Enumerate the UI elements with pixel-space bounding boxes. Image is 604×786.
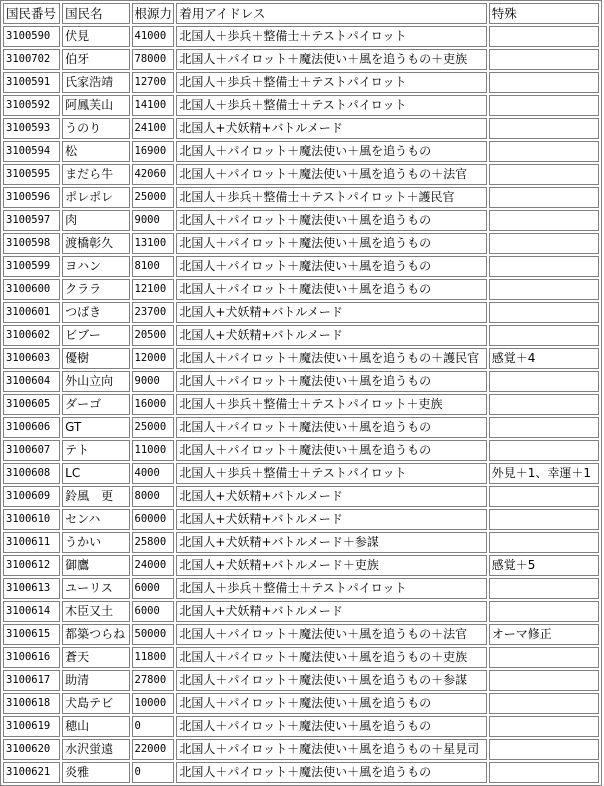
table-row	[3, 256, 599, 277]
table-row	[3, 95, 599, 116]
citizen-number-cell: 3100597	[3, 210, 60, 231]
citizen-name-cell: テト	[62, 440, 129, 461]
citizen-number-cell: 3100620	[3, 739, 60, 760]
table-row	[3, 26, 599, 47]
worn-idress-cell: 北国人＋パイロット＋魔法使い＋風を追うもの	[176, 440, 486, 461]
citizen-name-cell: ポレポレ	[62, 187, 129, 208]
table-row	[3, 417, 599, 438]
table-row	[3, 49, 599, 70]
special-cell	[489, 739, 599, 760]
special-cell	[489, 647, 599, 668]
root-power-cell: 23700	[132, 302, 175, 323]
root-power-cell: 60000	[132, 509, 175, 530]
worn-idress-cell: 北国人+犬妖精+バトルメード＋参謀	[176, 532, 486, 553]
root-power-cell: 14100	[132, 95, 175, 116]
special-cell	[489, 256, 599, 277]
root-power-cell: 8000	[132, 486, 175, 507]
special-cell: 外見＋1、幸運＋1	[489, 463, 599, 484]
root-power-cell: 24100	[132, 118, 175, 139]
table-row	[3, 394, 599, 415]
worn-idress-cell: 北国人＋歩兵＋整備士＋テストパイロット	[176, 463, 486, 484]
citizen-name-cell: 伏見	[62, 26, 129, 47]
special-cell	[489, 95, 599, 116]
citizen-name-cell: 水沢蛍遠	[62, 739, 129, 760]
root-power-cell: 6000	[132, 578, 175, 599]
root-power-cell: 10000	[132, 693, 175, 714]
table-row	[3, 348, 599, 369]
worn-idress-cell: 北国人＋歩兵＋整備士＋テストパイロット	[176, 95, 486, 116]
special-cell	[489, 72, 599, 93]
citizen-number-cell: 3100605	[3, 394, 60, 415]
root-power-cell: 12700	[132, 72, 175, 93]
citizen-number-cell: 3100601	[3, 302, 60, 323]
citizen-number-cell: 3100592	[3, 95, 60, 116]
worn-idress-cell: 北国人＋パイロット＋魔法使い＋風を追うもの	[176, 417, 486, 438]
root-power-cell: 24000	[132, 555, 175, 576]
root-power-cell: 42060	[132, 164, 175, 185]
worn-idress-cell: 北国人＋パイロット＋魔法使い＋風を追うもの	[176, 141, 486, 162]
worn-idress-cell: 北国人＋パイロット＋魔法使い＋風を追うもの	[176, 233, 486, 254]
special-cell	[489, 440, 599, 461]
root-power-cell: 25000	[132, 187, 175, 208]
special-cell	[489, 394, 599, 415]
worn-idress-cell: 北国人+犬妖精+バトルメード	[176, 486, 486, 507]
worn-idress-cell: 北国人＋パイロット＋魔法使い＋風を追うもの＋法官	[176, 164, 486, 185]
citizen-number-cell: 3100606	[3, 417, 60, 438]
citizen-number-cell: 3100616	[3, 647, 60, 668]
root-power-cell: 25000	[132, 417, 175, 438]
table-row	[3, 532, 599, 553]
citizen-name-cell: 鈴風 更	[62, 486, 129, 507]
special-cell	[489, 670, 599, 691]
citizen-name-cell: 都築つらね	[62, 624, 129, 645]
table-row	[3, 164, 599, 185]
citizen-number-cell: 3100617	[3, 670, 60, 691]
citizen-name-cell: ヨハン	[62, 256, 129, 277]
root-power-cell: 25800	[132, 532, 175, 553]
table-row	[3, 693, 599, 714]
special-cell	[489, 279, 599, 300]
worn-idress-cell: 北国人＋パイロット＋魔法使い＋風を追うもの＋護民官	[176, 348, 486, 369]
worn-idress-cell: 北国人＋パイロット＋魔法使い＋風を追うもの＋星見司	[176, 739, 486, 760]
table-row	[3, 624, 599, 645]
special-cell	[489, 141, 599, 162]
root-power-cell: 16900	[132, 141, 175, 162]
citizen-name-cell: GT	[62, 417, 129, 438]
special-cell: 感覚＋4	[489, 348, 599, 369]
table-row	[3, 118, 599, 139]
worn-idress-cell: 北国人＋歩兵＋整備士＋テストパイロット	[176, 578, 486, 599]
citizen-name-cell: ビブー	[62, 325, 129, 346]
worn-idress-cell: 北国人＋歩兵＋整備士＋テストパイロット＋護民官	[176, 187, 486, 208]
citizen-name-cell: 松	[62, 141, 129, 162]
citizen-number-cell: 3100603	[3, 348, 60, 369]
citizen-number-cell: 3100618	[3, 693, 60, 714]
table-row	[3, 210, 599, 231]
table-row	[3, 279, 599, 300]
worn-idress-cell: 北国人＋歩兵＋整備士＋テストパイロット	[176, 26, 486, 47]
worn-idress-cell: 北国人＋パイロット＋魔法使い＋風を追うもの	[176, 371, 486, 392]
table-row	[3, 141, 599, 162]
citizen-name-cell: ダーゴ	[62, 394, 129, 415]
special-cell: 感覚＋5	[489, 555, 599, 576]
citizen-name-cell: センハ	[62, 509, 129, 530]
citizen-number-cell: 3100610	[3, 509, 60, 530]
special-cell	[489, 302, 599, 323]
special-cell	[489, 578, 599, 599]
table-body	[3, 26, 599, 783]
citizen-number-cell: 3100619	[3, 716, 60, 737]
root-power-cell: 16000	[132, 394, 175, 415]
citizen-name-cell: 助清	[62, 670, 129, 691]
citizen-number-cell: 3100600	[3, 279, 60, 300]
citizen-number-cell: 3100598	[3, 233, 60, 254]
root-power-cell: 78000	[132, 49, 175, 70]
root-power-cell: 12100	[132, 279, 175, 300]
worn-idress-cell: 北国人＋パイロット＋魔法使い＋風を追うもの＋参謀	[176, 670, 486, 691]
citizen-name-cell: 犬島テビ	[62, 693, 129, 714]
root-power-cell: 22000	[132, 739, 175, 760]
root-power-cell: 9000	[132, 371, 175, 392]
header-citizen-number: 国民番号	[3, 3, 60, 24]
table-row	[3, 325, 599, 346]
special-cell	[489, 762, 599, 783]
citizen-number-cell: 3100613	[3, 578, 60, 599]
citizen-number-cell: 3100594	[3, 141, 60, 162]
worn-idress-cell: 北国人＋パイロット＋魔法使い＋風を追うもの	[176, 716, 486, 737]
citizen-name-cell: ユーリス	[62, 578, 129, 599]
special-cell	[489, 233, 599, 254]
table-row	[3, 762, 599, 783]
root-power-cell: 8100	[132, 256, 175, 277]
special-cell	[489, 371, 599, 392]
citizen-number-cell: 3100609	[3, 486, 60, 507]
special-cell	[489, 417, 599, 438]
citizen-number-cell: 3100590	[3, 26, 60, 47]
citizen-name-cell: 穂山	[62, 716, 129, 737]
worn-idress-cell: 北国人+犬妖精+バトルメード	[176, 509, 486, 530]
worn-idress-cell: 北国人＋パイロット＋魔法使い＋風を追うもの＋吏族	[176, 49, 486, 70]
citizen-name-cell: 阿鳳芙山	[62, 95, 129, 116]
root-power-cell: 50000	[132, 624, 175, 645]
worn-idress-cell: 北国人+犬妖精+バトルメード＋吏族	[176, 555, 486, 576]
root-power-cell: 11000	[132, 440, 175, 461]
special-cell	[489, 164, 599, 185]
special-cell	[489, 601, 599, 622]
root-power-cell: 9000	[132, 210, 175, 231]
citizen-number-cell: 3100608	[3, 463, 60, 484]
root-power-cell: 20500	[132, 325, 175, 346]
citizen-number-cell: 3100602	[3, 325, 60, 346]
special-cell	[489, 49, 599, 70]
citizen-name-cell: まだら牛	[62, 164, 129, 185]
citizen-number-cell: 3100593	[3, 118, 60, 139]
table-row	[3, 440, 599, 461]
table-row	[3, 647, 599, 668]
root-power-cell: 0	[132, 716, 175, 737]
table-row	[3, 486, 599, 507]
worn-idress-cell: 北国人+犬妖精+バトルメード	[176, 325, 486, 346]
table-row	[3, 716, 599, 737]
citizen-number-cell: 3100599	[3, 256, 60, 277]
citizen-name-cell: LC	[62, 463, 129, 484]
special-cell	[489, 118, 599, 139]
root-power-cell: 13100	[132, 233, 175, 254]
special-cell	[489, 486, 599, 507]
worn-idress-cell: 北国人+犬妖精+バトルメード	[176, 302, 486, 323]
table-row	[3, 72, 599, 93]
table-row	[3, 601, 599, 622]
special-cell	[489, 325, 599, 346]
citizen-number-cell: 3100611	[3, 532, 60, 553]
special-cell: オーマ修正	[489, 624, 599, 645]
table-row	[3, 302, 599, 323]
table-row	[3, 555, 599, 576]
worn-idress-cell: 北国人＋パイロット＋魔法使い＋風を追うもの＋吏族	[176, 647, 486, 668]
citizen-name-cell: うかい	[62, 532, 129, 553]
root-power-cell: 4000	[132, 463, 175, 484]
citizen-number-cell: 3100702	[3, 49, 60, 70]
worn-idress-cell: 北国人＋パイロット＋魔法使い＋風を追うもの＋法官	[176, 624, 486, 645]
root-power-cell: 27800	[132, 670, 175, 691]
root-power-cell: 11800	[132, 647, 175, 668]
worn-idress-cell: 北国人＋歩兵＋整備士＋テストパイロット	[176, 72, 486, 93]
citizen-name-cell: 御鷹	[62, 555, 129, 576]
citizen-number-cell: 3100595	[3, 164, 60, 185]
special-cell	[489, 716, 599, 737]
table-row	[3, 578, 599, 599]
citizen-number-cell: 3100615	[3, 624, 60, 645]
citizen-name-cell: うのり	[62, 118, 129, 139]
table-row	[3, 670, 599, 691]
citizen-name-cell: 肉	[62, 210, 129, 231]
special-cell	[489, 26, 599, 47]
root-power-cell: 41000	[132, 26, 175, 47]
citizen-name-cell: 外山立向	[62, 371, 129, 392]
citizen-number-cell: 3100591	[3, 72, 60, 93]
root-power-cell: 0	[132, 762, 175, 783]
citizen-number-cell: 3100612	[3, 555, 60, 576]
root-power-cell: 6000	[132, 601, 175, 622]
citizen-name-cell: 炎雅	[62, 762, 129, 783]
special-cell	[489, 532, 599, 553]
worn-idress-cell: 北国人+犬妖精+バトルメード	[176, 118, 486, 139]
header-root-power: 根源力	[132, 3, 175, 24]
header-citizen-name: 国民名	[62, 3, 129, 24]
worn-idress-cell: 北国人＋パイロット＋魔法使い＋風を追うもの	[176, 256, 486, 277]
citizen-name-cell: 優樹	[62, 348, 129, 369]
citizen-number-cell: 3100604	[3, 371, 60, 392]
worn-idress-cell: 北国人＋パイロット＋魔法使い＋風を追うもの	[176, 279, 486, 300]
table-row	[3, 187, 599, 208]
table-row	[3, 739, 599, 760]
table-row	[3, 509, 599, 530]
citizen-name-cell: クララ	[62, 279, 129, 300]
citizen-name-cell: 蒼天	[62, 647, 129, 668]
worn-idress-cell: 北国人＋パイロット＋魔法使い＋風を追うもの	[176, 210, 486, 231]
worn-idress-cell: 北国人＋パイロット＋魔法使い＋風を追うもの	[176, 762, 486, 783]
table-row	[3, 463, 599, 484]
header-row	[3, 3, 599, 24]
special-cell	[489, 693, 599, 714]
special-cell	[489, 187, 599, 208]
header-worn-idress: 着用アイドレス	[176, 3, 486, 24]
worn-idress-cell: 北国人+犬妖精+バトルメード	[176, 601, 486, 622]
header-special: 特殊	[489, 3, 599, 24]
citizen-name-cell: 渡橋彰久	[62, 233, 129, 254]
citizen-number-cell: 3100614	[3, 601, 60, 622]
table-row	[3, 371, 599, 392]
special-cell	[489, 210, 599, 231]
worn-idress-cell: 北国人＋歩兵＋整備士＋テストパイロット＋吏族	[176, 394, 486, 415]
root-power-cell: 12000	[132, 348, 175, 369]
citizen-name-cell: つばき	[62, 302, 129, 323]
citizen-number-cell: 3100621	[3, 762, 60, 783]
citizen-name-cell: 木臣又土	[62, 601, 129, 622]
worn-idress-cell: 北国人＋パイロット＋魔法使い＋風を追うもの	[176, 693, 486, 714]
citizen-number-cell: 3100596	[3, 187, 60, 208]
citizen-name-cell: 伯牙	[62, 49, 129, 70]
table-row	[3, 233, 599, 254]
special-cell	[489, 509, 599, 530]
citizen-number-cell: 3100607	[3, 440, 60, 461]
citizen-name-cell: 氏家浩靖	[62, 72, 129, 93]
table-header	[3, 3, 599, 24]
